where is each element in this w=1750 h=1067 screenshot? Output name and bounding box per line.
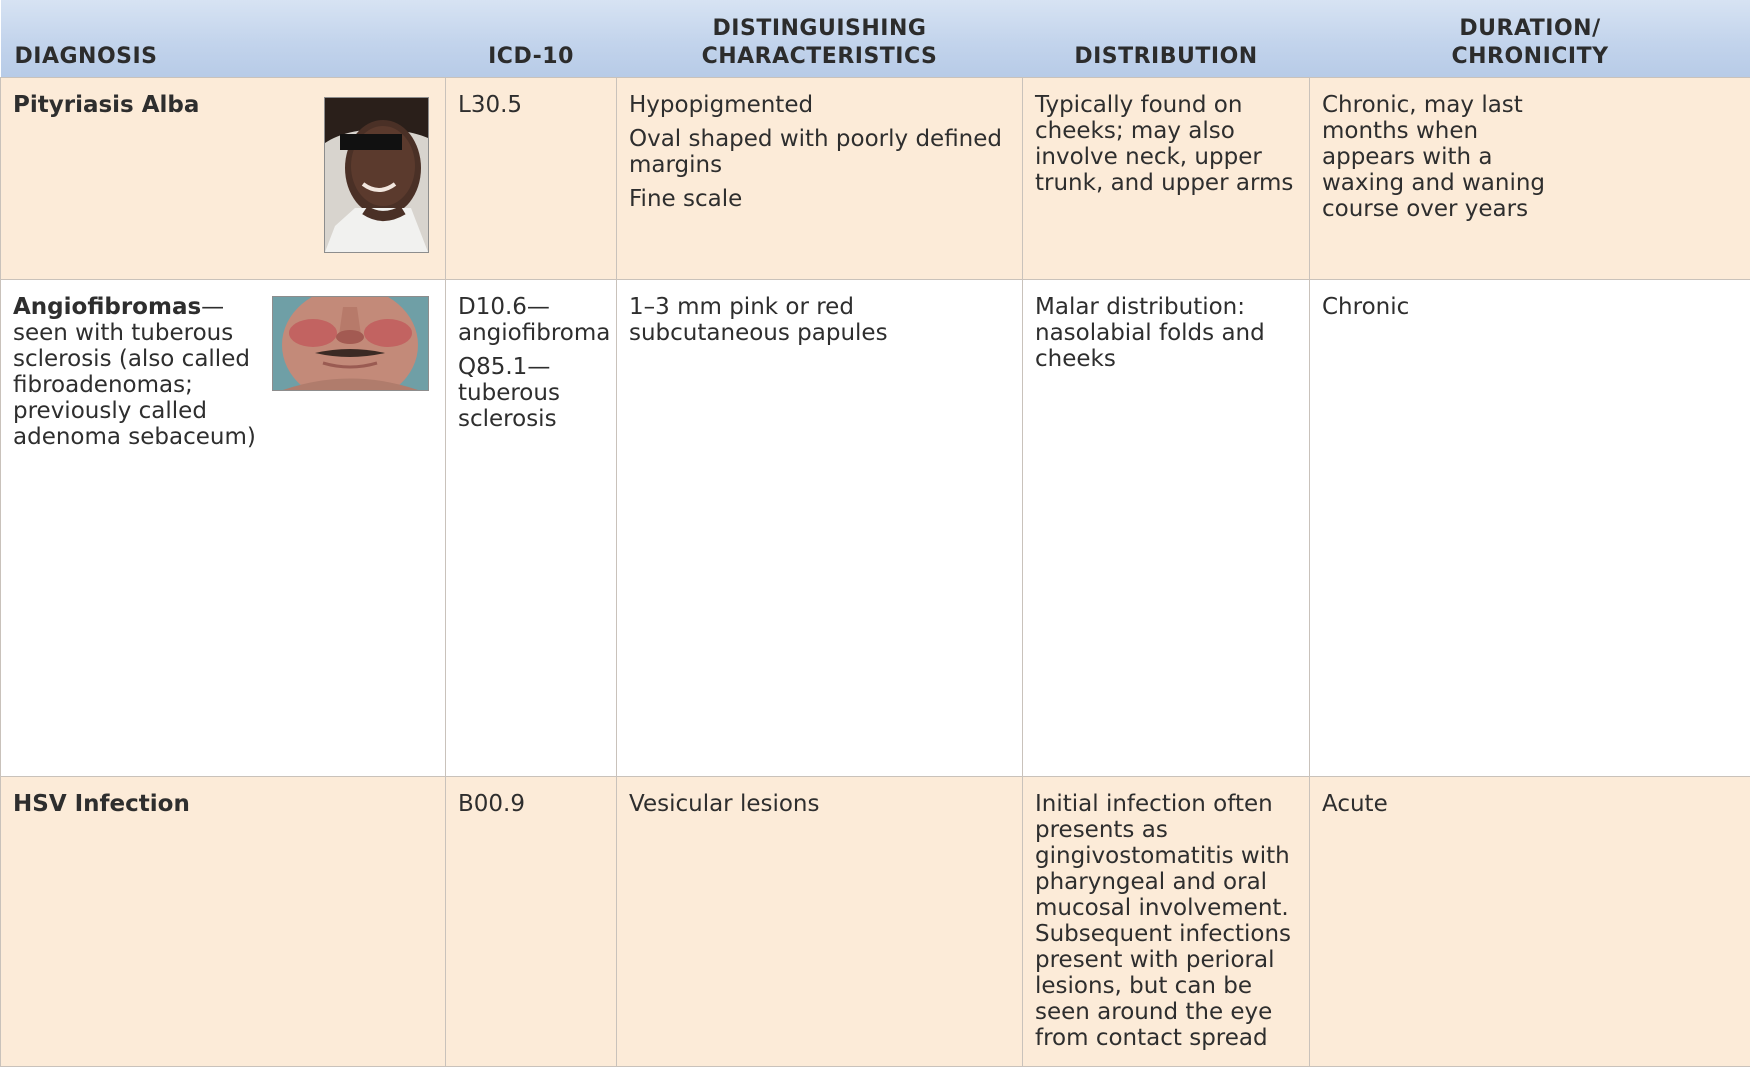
diagnosis-cell <box>1 279 446 776</box>
diagnosis-cell <box>1 776 446 1066</box>
header-duration-line2: CHRONICITY <box>1451 43 1609 69</box>
angiofibromas-photo <box>272 296 429 391</box>
table-row <box>1 776 1750 1066</box>
table-header-row <box>1 0 1750 77</box>
icd-cell <box>446 77 617 279</box>
characteristics-cell <box>617 279 1023 776</box>
icd-cell <box>446 776 617 1066</box>
diagnosis-name: Pityriasis Alba <box>13 91 200 118</box>
header-icd10: ICD-10 <box>446 0 617 77</box>
characteristic-item: Oval shaped with poorly defined margins <box>629 125 1003 178</box>
characteristic-item: Hypopigmented <box>629 91 814 118</box>
pityriasis-alba-photo <box>324 97 429 253</box>
diagnosis-name: Angiofibromas <box>13 293 202 320</box>
distribution-cell: Typically found on cheeks; may also involve neck, upper trunk, and upper arms <box>1023 77 1310 279</box>
duration-cell: Chronic <box>1310 279 1750 776</box>
diagnosis-note: —seen with tuberous sclerosis (also called fibroadenomas; previously called adenoma sebaceum) <box>13 293 256 450</box>
table-row <box>1 77 1750 279</box>
duration-cell: Acute <box>1310 776 1750 1066</box>
icd-code: B00.9 <box>458 790 525 817</box>
diagnosis-text <box>13 294 263 450</box>
header-duration <box>1310 0 1750 77</box>
table-row <box>1 279 1750 776</box>
characteristic-item: Fine scale <box>629 185 743 212</box>
characteristics-cell <box>617 776 1023 1066</box>
header-duration-line1: DURATION/ <box>1459 15 1601 41</box>
icd-code: D10.6—angiofibroma <box>458 293 611 346</box>
diagnosis-cell <box>1 77 446 279</box>
header-characteristics-line1: DISTINGUISHING <box>712 15 927 41</box>
characteristic-item: Vesicular lesions <box>629 790 820 817</box>
distribution-cell: Initial infection often presents as gingivostomatitis with pharyngeal and oral mucosal involvement. Subsequent infections present with perioral lesions, but can be seen around the eye from contact spread <box>1023 776 1310 1066</box>
header-characteristics <box>617 0 1023 77</box>
header-distribution: DISTRIBUTION <box>1023 0 1310 77</box>
characteristics-cell <box>617 77 1023 279</box>
icd-cell <box>446 279 617 776</box>
diagnosis-name: HSV Infection <box>13 790 190 817</box>
icd-code: Q85.1—tuberous sclerosis <box>458 353 560 432</box>
header-characteristics-line2: CHARACTERISTICS <box>701 43 938 69</box>
header-diagnosis: DIAGNOSIS <box>1 0 446 77</box>
duration-cell <box>1310 77 1750 279</box>
icd-code: L30.5 <box>458 91 523 118</box>
diagnosis-text <box>13 92 283 118</box>
distribution-cell: Malar distribution: nasolabial folds and cheeks <box>1023 279 1310 776</box>
characteristic-item: 1–3 mm pink or red subcutaneous papules <box>629 293 888 346</box>
duration-text: Chronic, may last months when appears with a waxing and waning course over years <box>1322 91 1546 222</box>
